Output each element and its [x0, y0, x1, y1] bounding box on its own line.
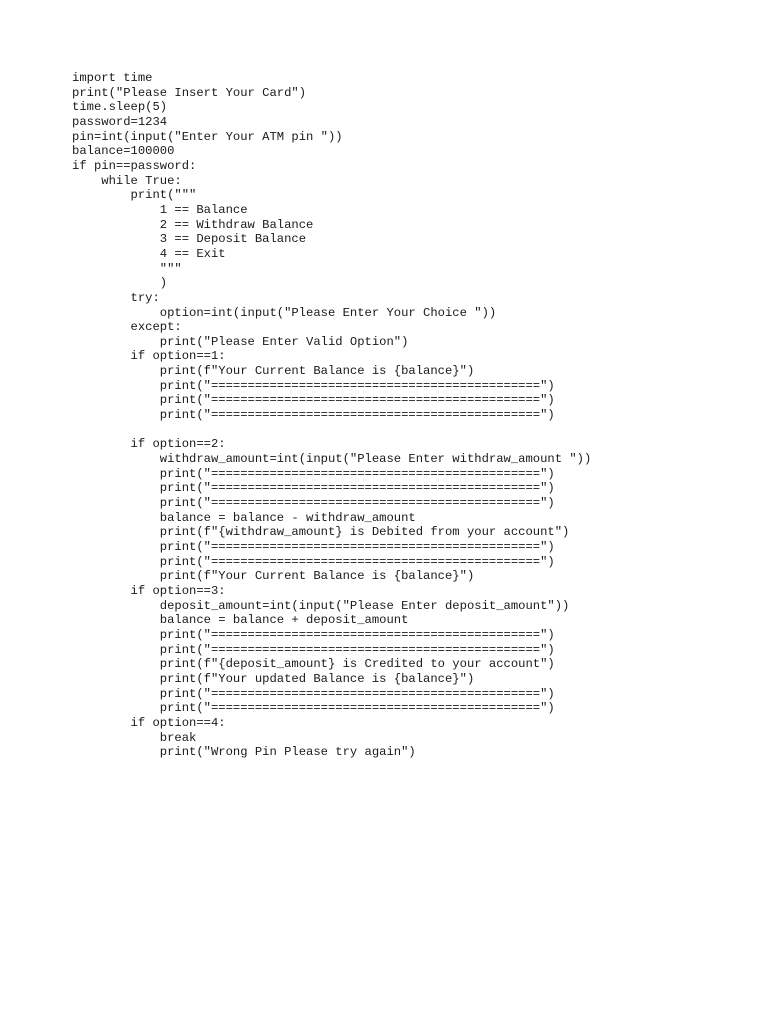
code-line: print("Please Enter Valid Option")	[72, 334, 409, 349]
code-line: print("=============================================")	[72, 540, 555, 554]
code-line: if option==2:	[72, 437, 226, 452]
code-line: print("=============================================")	[72, 627, 555, 642]
code-line: balance=100000	[72, 144, 175, 159]
code-line: print("=============================================")	[72, 481, 555, 496]
code-line: print("=============================================")	[72, 642, 555, 657]
code-line: print("""	[72, 188, 197, 203]
code-line: except:	[72, 320, 182, 335]
code-line: print(f"{withdraw_amount} is Debited from your account")	[72, 525, 570, 540]
code-line: """	[72, 261, 182, 276]
code-line: if option==3:	[72, 583, 226, 598]
code-line: break	[72, 730, 197, 745]
code-line: print("=============================================")	[72, 378, 555, 393]
code-line: import time	[72, 71, 153, 85]
code-line: deposit_amount=int(input("Please Enter deposit_amount"))	[72, 598, 570, 613]
code-line: balance = balance + deposit_amount	[72, 613, 409, 628]
code-line: print("Wrong Pin Please try again")	[72, 745, 416, 760]
code-line: while True:	[72, 173, 182, 188]
code-line: print("=============================================")	[72, 393, 555, 408]
code-line: print(f"Your updated Balance is {balance}")	[72, 671, 475, 686]
code-line: if option==4:	[72, 715, 226, 730]
code-line: withdraw_amount=int(input("Please Enter withdraw_amount "))	[72, 452, 592, 467]
code-line: 3 == Deposit Balance	[72, 232, 307, 247]
code-line: print(f"Your Current Balance is {balance}")	[72, 364, 475, 379]
code-line: 2 == Withdraw Balance	[72, 217, 314, 232]
code-line: if option==1:	[72, 349, 226, 364]
code-line: password=1234	[72, 114, 168, 129]
code-line: option=int(input("Please Enter Your Choice "))	[72, 305, 497, 320]
code-listing	[72, 71, 591, 760]
code-line: print(f"Your Current Balance is {balance}")	[72, 569, 475, 584]
code-line: balance = balance - withdraw_amount	[72, 510, 416, 525]
code-line: print("=============================================")	[72, 496, 555, 511]
code-line: print("=============================================")	[72, 701, 555, 716]
code-line	[72, 423, 591, 438]
code-line: print(f"{deposit_amount} is Credited to your account")	[72, 657, 555, 672]
code-line: print("=============================================")	[72, 686, 555, 701]
code-line: if pin==password:	[72, 158, 197, 173]
code-line: time.sleep(5)	[72, 100, 168, 115]
code-line: print("=============================================")	[72, 408, 555, 423]
code-line: 1 == Balance	[72, 202, 248, 217]
code-line: print("Please Insert Your Card")	[72, 85, 307, 100]
code-line: print("=============================================")	[72, 554, 555, 569]
code-line: try:	[72, 290, 160, 305]
code-line: )	[72, 276, 168, 291]
code-line: print("=============================================")	[72, 466, 555, 481]
code-line: pin=int(input("Enter Your ATM pin "))	[72, 129, 343, 144]
code-line: 4 == Exit	[72, 246, 226, 261]
